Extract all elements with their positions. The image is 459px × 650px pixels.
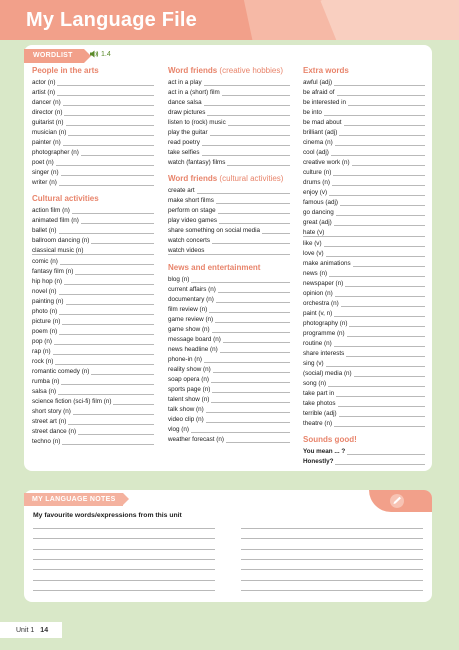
wordlist-entry[interactable] [32,287,154,297]
wordlist-entry[interactable] [168,186,290,196]
wordlist-entry[interactable] [32,437,154,447]
word-text: talent show (n) [168,395,210,403]
word-text: programme (n) [303,329,345,337]
wordlist-entry[interactable] [303,168,425,178]
section-subtitle: (creative hobbies) [219,66,284,75]
word-text: current affairs (n) [168,285,216,293]
word-text: culture (n) [303,169,332,177]
wordlist-entry[interactable] [303,299,425,309]
wordlist-entry[interactable] [303,359,425,369]
word-text: be into [303,109,322,117]
unit-label: Unit 1 [16,626,35,634]
word-text: classical music (n) [32,247,84,255]
wordlist-entry[interactable] [32,216,154,226]
word-text: techno (n) [32,438,61,446]
word-text: newspaper (n) [303,279,344,287]
wordlist-entry[interactable] [303,319,425,329]
word-text: paint (v, n) [303,309,333,317]
word-text: brilliant (adj) [303,129,338,137]
word-text: message board (n) [168,335,221,343]
wordlist-entry[interactable] [303,399,425,409]
word-text: photo (n) [32,307,58,315]
section-title: News and entertainment [168,262,261,272]
page-title: My Language File [26,9,198,31]
wordlist-column-3 [303,66,425,467]
word-text: artist (n) [32,89,56,97]
wordlist-entry[interactable] [303,138,425,148]
wordlist-entry[interactable] [303,198,425,208]
wordlist-entry[interactable] [32,427,154,437]
word-text: make animations [303,259,351,267]
decorative-band [320,0,459,40]
language-notes-tab: MY LANGUAGE NOTES [24,493,123,506]
wordlist-entry[interactable] [168,305,290,315]
wordlist-entry[interactable] [303,289,425,299]
section-title: People in the arts [32,66,99,75]
wordlist-entry[interactable] [32,357,154,367]
word-text: talk show (n) [168,405,204,413]
wordlist-entry[interactable] [32,138,154,148]
wordlist-entry[interactable] [303,218,425,228]
wordlist-entry[interactable] [303,239,425,249]
wordlist-entry[interactable] [168,148,290,158]
word-text: play the guitar [168,129,208,137]
word-text: dancer (n) [32,99,61,107]
word-text: be interested in [303,99,347,107]
word-text: perform on stage [168,207,216,215]
wordlist-entry[interactable] [32,317,154,327]
word-text: great (adj) [303,219,332,227]
notes-line[interactable] [241,559,423,560]
wordlist-entry[interactable] [168,118,290,128]
wordlist-entry[interactable] [32,377,154,387]
word-text: weather forecast (n) [168,436,224,443]
wordlist-entry[interactable] [303,108,425,118]
word-text: watch (fantasy) films [168,159,226,167]
word-text: go dancing [303,209,334,217]
page-number: 14 [40,626,49,634]
word-text: romantic comedy (n) [32,367,90,375]
word-text: You mean ... ? [303,448,346,456]
word-text: listen to (rock) music [168,119,226,127]
wordlist-entry[interactable] [168,415,290,425]
wordlist-entry[interactable] [168,425,290,435]
word-text: picture (n) [32,317,61,325]
page-footer [0,622,62,638]
word-text: novel (n) [32,287,57,295]
wordlist-entry[interactable] [303,279,425,289]
section-heading [303,435,425,445]
wordlist-entry[interactable] [303,389,425,399]
section-subtitle: (cultural activities) [219,174,284,184]
word-text: love (v) [303,249,324,257]
section-heading [168,263,290,273]
word-text: enjoy (v) [303,189,328,197]
wordlist-entry[interactable] [303,249,425,259]
word-text: routine (n) [303,339,332,347]
word-text: theatre (n) [303,420,333,428]
wordlist-entry[interactable] [32,417,154,427]
wordlist-entry[interactable] [303,409,425,419]
wordlist-entry[interactable] [32,108,154,118]
notes-line[interactable] [241,528,423,529]
notes-line[interactable] [33,538,215,539]
word-text: poem (n) [32,327,58,335]
word-text: salsa (n) [32,387,57,395]
word-text: singer (n) [32,169,59,177]
section-heading [168,174,290,184]
word-text: blog (n) [168,275,190,283]
word-text: make short films [168,197,214,205]
wordlist-entry[interactable] [168,128,290,138]
wordlist-entry[interactable] [32,128,154,138]
word-text: creative work (n) [303,159,350,167]
word-text: fantasy film (n) [32,267,74,275]
word-text: musician (n) [32,129,67,137]
wordlist-entry[interactable] [32,236,154,246]
word-text: create art [168,187,195,195]
word-text: sports page (n) [168,385,211,393]
wordlist-entry[interactable] [168,246,290,256]
word-text: poet (n) [32,159,54,167]
wordlist-entry[interactable] [32,337,154,347]
notes-line[interactable] [241,549,423,550]
word-text: share something on social media [168,227,261,235]
word-text: action film (n) [32,207,70,215]
section-title: Word friends [168,66,218,75]
wordlist-entry[interactable] [168,365,290,375]
word-text: news (n) [303,269,328,277]
wordlist-entry[interactable] [168,196,290,206]
wordlist-entry[interactable] [303,158,425,168]
word-text: rock (n) [32,357,54,365]
notes-line[interactable] [241,590,423,591]
word-text: opinion (n) [303,289,333,297]
word-text: painter (n) [32,139,61,147]
wordlist-entry[interactable] [32,347,154,357]
word-text: draw pictures [168,109,206,117]
wordlist-entry[interactable] [32,148,154,158]
wordlist-entry[interactable] [168,108,290,118]
word-text: film review (n) [168,305,208,313]
wordlist-entry[interactable] [168,385,290,395]
word-text: vlog (n) [168,425,189,433]
section-title: Sounds good! [303,435,357,445]
wordlist-entry[interactable] [168,78,290,88]
word-text: hip hop (n) [32,277,63,285]
wordlist-entry[interactable] [168,435,290,445]
word-text: animated film (n) [32,217,79,225]
word-text: song (n) [303,379,327,387]
word-text: like (v) [303,239,322,247]
word-text: reality show (n) [168,365,211,373]
section-title: Cultural activities [32,194,99,204]
wordlist-entry[interactable] [303,329,425,339]
header-banner [0,0,459,40]
wordlist-entry[interactable] [168,216,290,226]
word-text: street art (n) [32,418,67,425]
word-text: pop (n) [32,337,52,345]
word-text: famous (adj) [303,199,338,207]
wordlist-entry[interactable] [168,275,290,285]
wordlist-entry[interactable] [32,327,154,337]
word-text: dance salsa [168,99,202,107]
word-text: news headline (n) [168,345,218,353]
section-title: Word friends [168,174,218,184]
wordlist-entry[interactable] [303,188,425,198]
wordlist-entry[interactable] [303,369,425,379]
wordlist-entry[interactable] [168,375,290,385]
word-text: (social) media (n) [303,369,352,377]
word-text: play video games [168,217,218,225]
wordlist-entry[interactable] [303,128,425,138]
wordlist-entry[interactable] [32,158,154,168]
wordlist-entry[interactable] [303,78,425,88]
word-text: take photos [303,400,336,407]
wordlist-entry[interactable] [32,78,154,88]
section-heading [303,66,425,76]
wordlist-entry[interactable] [303,447,425,457]
notes-line[interactable] [241,538,423,539]
wordlist-entry[interactable] [168,395,290,405]
wordlist-entry[interactable] [303,208,425,218]
wordlist-entry[interactable] [32,367,154,377]
wordlist-entry[interactable] [303,349,425,359]
word-text: rap (n) [32,347,51,355]
wordlist-entry[interactable] [168,325,290,335]
wordlist-entry[interactable] [32,267,154,277]
wordlist-entry[interactable] [168,98,290,108]
word-text: ballet (n) [32,227,57,235]
word-text: science fiction (sci-fi) film (n) [32,397,112,405]
word-text: orchestra (n) [303,299,339,307]
word-text: actor (n) [32,79,56,86]
notes-line[interactable] [241,580,423,581]
word-text: be mad about [303,119,342,127]
word-text: guitarist (n) [32,119,64,127]
word-text: phone-in (n) [168,355,202,363]
wordlist-entry[interactable] [303,88,425,98]
notes-line[interactable] [33,549,215,550]
wordlist-column-2 [168,66,290,445]
wordlist-entry[interactable] [303,269,425,279]
pencil-icon [389,494,405,508]
word-text: hate (v) [303,229,325,237]
wordlist-entry[interactable] [32,257,154,267]
wordlist-entry[interactable] [303,309,425,319]
wordlist-entry[interactable] [168,158,290,168]
word-text: photography (n) [303,319,348,327]
wordlist-tab: WORDLIST [24,49,84,63]
wordlist-entry[interactable] [303,379,425,389]
word-text: game review (n) [168,315,214,323]
word-text: game show (n) [168,325,210,333]
word-text: watch concerts [168,237,210,245]
word-text: short story (n) [32,407,71,415]
word-text: act in a (short) film [168,89,220,97]
wordlist-entry[interactable] [32,307,154,317]
wordlist-entry[interactable] [168,206,290,216]
word-text: take part in [303,389,335,397]
wordlist-entry[interactable] [303,419,425,429]
notes-line[interactable] [33,559,215,560]
wordlist-entry[interactable] [168,405,290,415]
wordlist-entry[interactable] [168,236,290,246]
word-text: drums (n) [303,179,330,187]
notes-line[interactable] [33,590,215,591]
wordlist-entry[interactable] [303,339,425,349]
wordlist-entry[interactable] [32,118,154,128]
word-text: painting (n) [32,297,64,305]
wordlist-entry[interactable] [32,277,154,287]
section-heading [32,66,154,76]
section-title: Extra words [303,66,349,75]
wordlist-entry[interactable] [32,178,154,188]
wordlist-entry[interactable] [32,98,154,108]
pencil-badge [369,490,432,512]
wordlist-entry[interactable] [32,88,154,98]
section-heading [32,194,154,204]
word-text: photographer (n) [32,149,79,157]
wordlist-entry[interactable] [168,335,290,345]
speaker-icon[interactable] [90,50,99,58]
wordlist-entry[interactable] [303,148,425,158]
wordlist-entry[interactable] [303,228,425,238]
wordlist-entry[interactable] [32,246,154,256]
word-text: take selfies [168,149,200,157]
audio-track-number: 1.4 [101,50,111,58]
wordlist-entry[interactable] [168,138,290,148]
word-text: watch videos [168,247,205,255]
wordlist-entry[interactable] [303,118,425,128]
word-text: terrible (adj) [303,410,337,418]
word-text: comic (n) [32,257,58,265]
word-text: sing (v) [303,359,324,367]
wordlist-entry[interactable] [168,355,290,365]
wordlist-entry[interactable] [303,178,425,188]
word-text: soap opera (n) [168,375,209,383]
wordlist-column-1 [32,66,154,447]
language-notes-card [24,490,432,602]
wordlist-entry[interactable] [303,457,425,467]
word-text: ballroom dancing (n) [32,237,90,245]
wordlist-entry[interactable] [168,295,290,305]
word-text: be afraid of [303,89,335,97]
word-text: Honestly? [303,458,334,466]
section-heading [168,66,290,76]
notes-line[interactable] [33,580,215,581]
wordlist-entry[interactable] [32,397,154,407]
notes-line[interactable] [33,528,215,529]
wordlist-entry[interactable] [32,297,154,307]
wordlist-entry[interactable] [168,285,290,295]
notes-line[interactable] [33,569,215,570]
word-text: street dance (n) [32,428,77,436]
wordlist-entry[interactable] [32,206,154,216]
word-text: awful (adj) [303,79,333,86]
notes-prompt: My favourite words/expressions from this unit [33,512,182,519]
audio-reference[interactable] [90,50,111,58]
wordlist-entry[interactable] [168,226,290,236]
notes-line[interactable] [241,569,423,570]
word-text: rumba (n) [32,377,60,385]
wordlist-entry[interactable] [32,407,154,417]
word-text: act in a play [168,79,202,86]
word-text: cool (adj) [303,149,329,157]
wordlist-entry[interactable] [32,226,154,236]
word-text: cinema (n) [303,139,333,147]
word-text: documentary (n) [168,295,214,303]
wordlist-entry[interactable] [303,98,425,108]
wordlist-entry[interactable] [168,315,290,325]
word-text: director (n) [32,109,63,117]
wordlist-entry[interactable] [32,387,154,397]
word-text: share interests [303,349,345,357]
wordlist-entry[interactable] [168,88,290,98]
wordlist-entry[interactable] [32,168,154,178]
word-text: video clip (n) [168,415,204,423]
word-text: read poetry [168,139,200,147]
wordlist-entry[interactable] [168,345,290,355]
wordlist-entry[interactable] [303,259,425,269]
word-text: writer (n) [32,179,57,187]
